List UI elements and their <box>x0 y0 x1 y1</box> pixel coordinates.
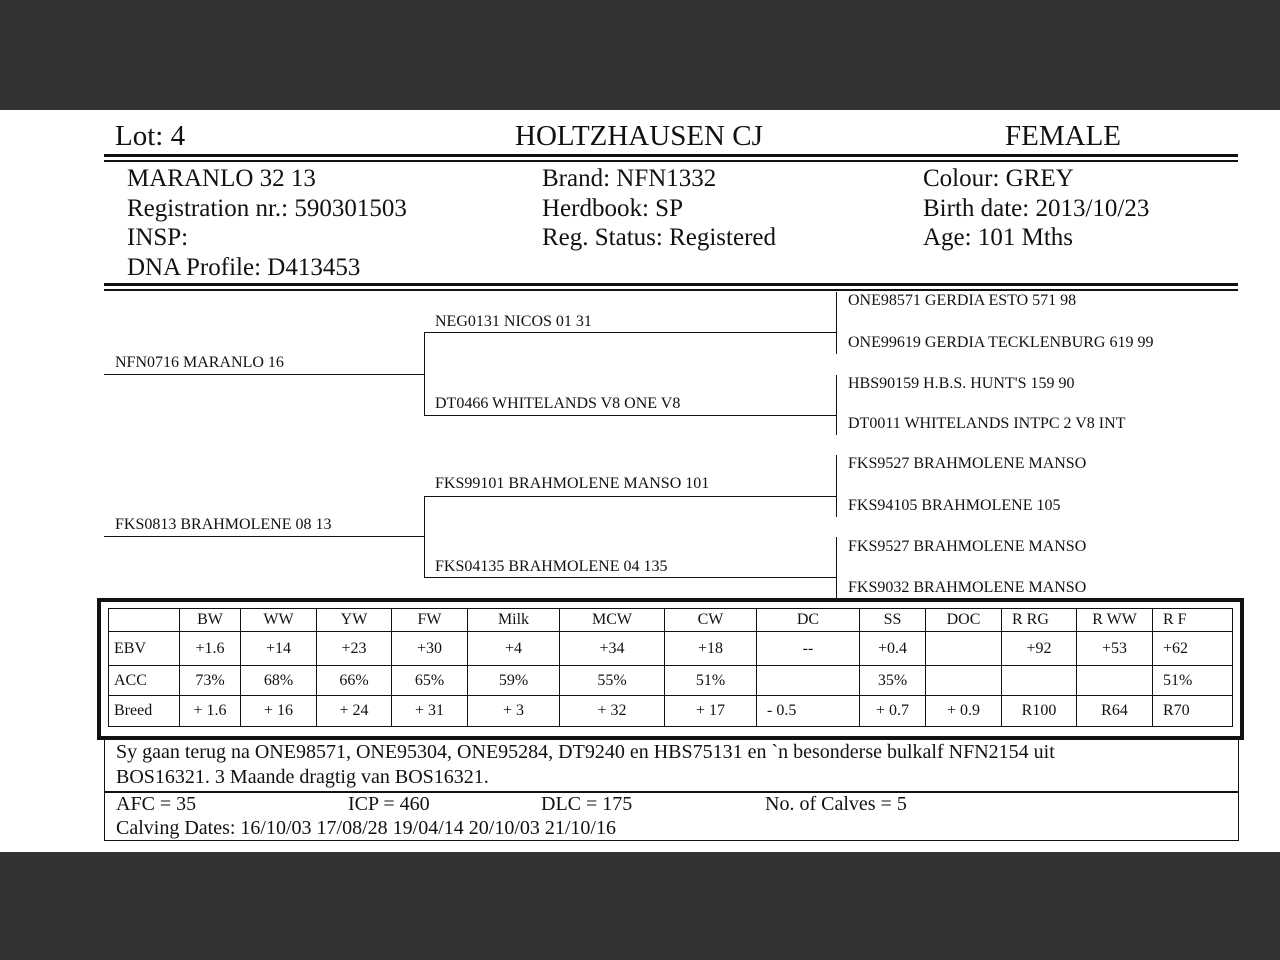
notes-box <box>104 738 1239 841</box>
breeder-name: HOLTZHAUSEN CJ <box>515 120 763 152</box>
pedigree-line <box>836 537 837 599</box>
pedigree-ggp-4: DT0011 WHITELANDS INTPC 2 V8 INT <box>848 415 1126 432</box>
colour: Colour: GREY <box>923 165 1074 192</box>
ebv-cell: + 0.7 <box>860 696 926 727</box>
ebv-cell: + 0.9 <box>926 696 1002 727</box>
ebv-row-acc <box>109 665 1233 696</box>
ebv-col-header: WW <box>241 609 317 632</box>
reg-status: Reg. Status: Registered <box>542 224 776 251</box>
ebv-cell: + 24 <box>317 696 392 727</box>
ebv-col-header: FW <box>392 609 468 632</box>
ebv-cell: +23 <box>317 632 392 666</box>
afc-value: AFC = 35 <box>116 793 197 815</box>
ebv-header-row <box>109 609 1233 632</box>
ebv-col-header: R WW <box>1077 609 1153 632</box>
ebv-cell: 73% <box>180 665 241 696</box>
pedigree-ggp-3: HBS90159 H.B.S. HUNT'S 159 90 <box>848 375 1075 392</box>
ebv-cell: 59% <box>468 665 560 696</box>
ebv-cell: +14 <box>241 632 317 666</box>
pedigree-line <box>424 332 836 333</box>
pedigree-ggp-2: ONE99619 GERDIA TECKLENBURG 619 99 <box>848 334 1154 351</box>
header-rule-thin <box>104 160 1238 162</box>
ebv-cell: - 0.5 <box>757 696 860 727</box>
ebv-cell: +30 <box>392 632 468 666</box>
ebv-cell: 35% <box>860 665 926 696</box>
ebv-cell: +53 <box>1077 632 1153 666</box>
ebv-cell: 66% <box>317 665 392 696</box>
ebv-col-header: R F <box>1153 609 1233 632</box>
animal-info-right <box>923 164 1149 253</box>
animal-info-left <box>127 164 407 282</box>
pedigree-ggp-8: FKS9032 BRAHMOLENE MANSO <box>848 579 1087 596</box>
ebv-col-header: DC <box>757 609 860 632</box>
pedigree-line <box>836 455 837 517</box>
icp-value: ICP = 460 <box>348 793 430 815</box>
ebv-cell <box>926 632 1002 666</box>
pedigree-line <box>424 332 425 416</box>
ebv-col-header: Milk <box>468 609 560 632</box>
pedigree-sire: NFN0716 MARANLO 16 <box>115 354 284 371</box>
ebv-cell: 51% <box>1153 665 1233 696</box>
ebv-cell <box>757 665 860 696</box>
ebv-row-label: ACC <box>109 665 180 696</box>
registration-number: Registration nr.: 590301503 <box>127 194 407 222</box>
pedigree-ggp-1: ONE98571 GERDIA ESTO 571 98 <box>848 292 1077 309</box>
ebv-row-label: EBV <box>109 632 180 666</box>
info-rule-thick <box>104 283 1238 286</box>
ebv-cell: -- <box>757 632 860 666</box>
insp-field: INSP: <box>127 224 189 251</box>
ebv-cell <box>1002 665 1077 696</box>
info-rule-thin <box>104 289 1238 291</box>
calves-count: No. of Calves = 5 <box>765 793 907 815</box>
ebv-cell <box>926 665 1002 696</box>
ebv-row-label: Breed <box>109 696 180 727</box>
age: Age: 101 Mths <box>923 224 1073 251</box>
ebv-cell: 51% <box>665 665 757 696</box>
ebv-cell: + 1.6 <box>180 696 241 727</box>
lot-number: Lot: 4 <box>115 120 186 152</box>
ebv-cell: 68% <box>241 665 317 696</box>
brand: Brand: NFN1332 <box>542 165 717 192</box>
ebv-cell: +0.4 <box>860 632 926 666</box>
ebv-row-ebv <box>109 632 1233 666</box>
pedigree-line <box>424 496 425 578</box>
ebv-col-header: CW <box>665 609 757 632</box>
pedigree-line <box>424 415 836 416</box>
ebv-cell: + 3 <box>468 696 560 727</box>
animal-name: MARANLO 32 13 <box>127 165 316 192</box>
birth-date: Birth date: 2013/10/23 <box>923 194 1150 222</box>
ebv-cell: +18 <box>665 632 757 666</box>
ebv-col-header: MCW <box>560 609 665 632</box>
pedigree-sire-dam: DT0466 WHITELANDS V8 ONE V8 <box>435 395 681 412</box>
ebv-col-header <box>109 609 180 632</box>
pedigree-dam-dam: FKS04135 BRAHMOLENE 04 135 <box>435 558 668 575</box>
ebv-col-header: SS <box>860 609 926 632</box>
ebv-table-frame <box>97 598 1244 740</box>
pedigree-line <box>104 536 424 537</box>
pedigree-dam-sire: FKS99101 BRAHMOLENE MANSO 101 <box>435 475 710 492</box>
ebv-row-breed <box>109 696 1233 727</box>
pedigree-ggp-7: FKS9527 BRAHMOLENE MANSO <box>848 538 1087 555</box>
notes-divider <box>105 791 1238 793</box>
ebv-cell: R100 <box>1002 696 1077 727</box>
catalogue-page <box>0 110 1280 852</box>
pedigree-sire-sire: NEG0131 NICOS 01 31 <box>435 313 592 330</box>
ebv-table <box>108 608 1233 727</box>
pedigree-line <box>836 292 837 354</box>
pedigree-ggp-6: FKS94105 BRAHMOLENE 105 <box>848 497 1061 514</box>
ebv-cell: R64 <box>1077 696 1153 727</box>
ebv-cell: 65% <box>392 665 468 696</box>
ebv-col-header: YW <box>317 609 392 632</box>
ebv-col-header: BW <box>180 609 241 632</box>
ebv-cell: + 17 <box>665 696 757 727</box>
ebv-cell: + 32 <box>560 696 665 727</box>
calving-dates: Calving Dates: 16/10/03 17/08/28 19/04/14 20/10/03 21/10/16 <box>116 817 616 839</box>
ebv-col-header: DOC <box>926 609 1002 632</box>
ebv-cell: +92 <box>1002 632 1077 666</box>
dna-profile: DNA Profile: D413453 <box>127 253 361 281</box>
pedigree-line <box>836 375 837 435</box>
ebv-cell: +34 <box>560 632 665 666</box>
ebv-cell: 55% <box>560 665 665 696</box>
ebv-cell: R70 <box>1153 696 1233 727</box>
ebv-cell: +62 <box>1153 632 1233 666</box>
ebv-col-header: R RG <box>1002 609 1077 632</box>
pedigree-line <box>104 374 424 375</box>
sex-label: FEMALE <box>1005 120 1121 152</box>
pedigree-dam: FKS0813 BRAHMOLENE 08 13 <box>115 516 332 533</box>
ebv-cell: +1.6 <box>180 632 241 666</box>
comment-line-1: Sy gaan terug na ONE98571, ONE95304, ONE95284, DT9240 en HBS75131 en `n besonderse bulkalf NFN2154 uit <box>116 741 1055 763</box>
comment-line-2: BOS16321. 3 Maande dragtig van BOS16321. <box>116 766 489 788</box>
ebv-cell <box>1077 665 1153 696</box>
ebv-cell: +4 <box>468 632 560 666</box>
header-rule-thick <box>104 154 1238 157</box>
pedigree-line <box>424 496 836 497</box>
pedigree-line <box>424 577 836 578</box>
ebv-cell: + 16 <box>241 696 317 727</box>
ebv-cell: + 31 <box>392 696 468 727</box>
dlc-value: DLC = 175 <box>541 793 633 815</box>
pedigree-ggp-5: FKS9527 BRAHMOLENE MANSO <box>848 455 1087 472</box>
animal-info-middle <box>542 164 776 253</box>
herdbook: Herdbook: SP <box>542 194 683 222</box>
